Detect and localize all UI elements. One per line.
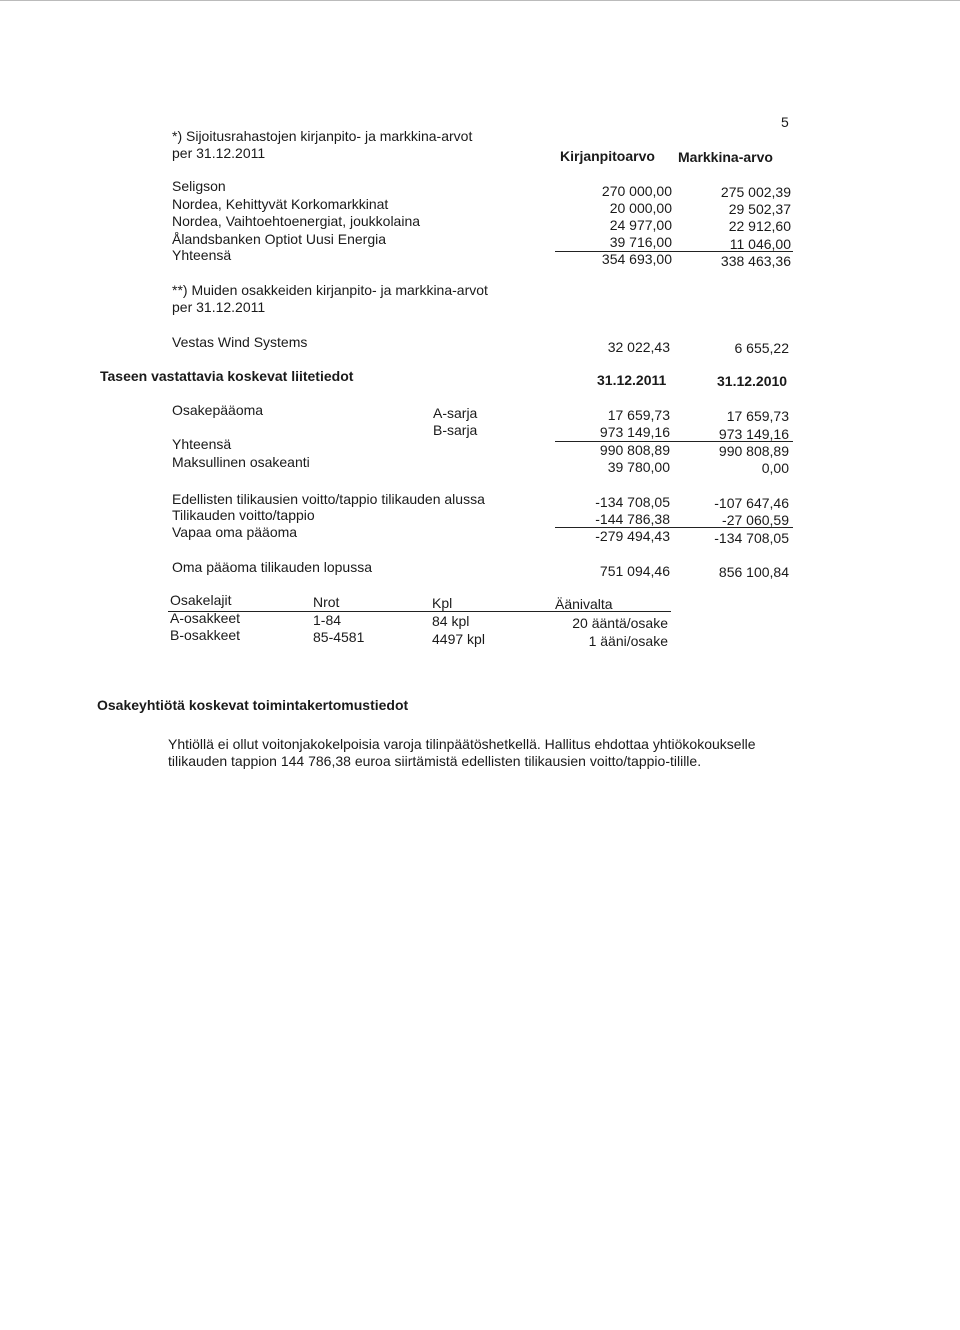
share-class-count: 84 kpl [432, 613, 470, 629]
period-result-2010: -27 060,59 [722, 512, 789, 528]
activity-text-line2: tilikauden tappion 144 786,38 euroa siirtämistä edellisten tilikausien voitto/tappio-tilille. [168, 753, 702, 769]
col-share-count: Kpl [432, 595, 453, 611]
prior-result-label: Edellisten tilikausien voitto/tappio tilikauden alussa [172, 491, 485, 507]
equity-total-2010: 990 808,89 [718, 443, 789, 459]
shares-title: **) Muiden osakkeiden kirjanpito- ja markkina-arvot [172, 282, 488, 298]
page-number: 5 [781, 114, 789, 130]
period-result-2011: -144 786,38 [595, 511, 670, 527]
equity-end-label: Oma pääoma tilikauden lopussa [172, 559, 373, 575]
col-share-votes: Äänivalta [555, 596, 613, 612]
fund-name: Seligson [172, 178, 226, 194]
fund-name: Nordea, Kehittyvät Korkomarkkinat [172, 196, 389, 212]
funds-total-book: 354 693,00 [601, 251, 672, 267]
activity-text-line1: Yhtiöllä ei ollut voitonjakokelpoisia varoja tilinpäätöshetkellä. Hallitus ehdottaa yhtiökokoukselle [168, 736, 756, 752]
prior-result-2011: -134 708,05 [595, 494, 670, 510]
fund-book-value: 270 000,00 [601, 183, 672, 199]
balance-heading: Taseen vastattavia koskevat liitetiedot [100, 368, 354, 384]
equity-total-2011: 990 808,89 [599, 442, 670, 458]
fund-name: Ålandsbanken Optiot Uusi Energia [172, 231, 387, 247]
series-a-2011: 17 659,73 [607, 407, 670, 423]
scan-edge [0, 0, 960, 1]
share-class-votes: 1 ääni/osake [588, 633, 668, 649]
col-2010: 31.12.2010 [717, 373, 788, 389]
col-market-value: Markkina-arvo [678, 149, 773, 165]
series-b-2011: 973 149,16 [599, 424, 670, 440]
period-result-label: Tilikauden voitto/tappio [172, 507, 315, 523]
prior-result-2010: -107 647,46 [714, 495, 789, 511]
funds-total-rule [555, 251, 793, 252]
activity-heading: Osakeyhtiötä koskevat toimintakertomustiedot [97, 697, 409, 713]
fund-book-value: 20 000,00 [609, 200, 672, 216]
equity-label: Osakepääoma [172, 402, 264, 418]
share-class-votes: 20 ääntä/osake [572, 615, 668, 631]
free-equity-label: Vapaa oma pääoma [172, 524, 298, 540]
funds-total-label: Yhteensä [172, 247, 232, 263]
share-class-numbers: 85-4581 [313, 629, 365, 645]
share-class-name: B-osakkeet [170, 627, 241, 643]
series-b-2010: 973 149,16 [718, 426, 789, 442]
equity-end-2011: 751 094,46 [599, 563, 670, 579]
share-book-value: 32 022,43 [607, 339, 670, 355]
share-market-value: 6 655,22 [734, 340, 789, 356]
fund-name: Nordea, Vaihtoehtoenergiat, joukkolaina [172, 213, 421, 229]
share-name: Vestas Wind Systems [172, 334, 308, 350]
col-share-numbers: Nrot [313, 594, 340, 610]
col-2011: 31.12.2011 [597, 372, 667, 388]
fund-book-value: 24 977,00 [609, 217, 672, 233]
share-class-numbers: 1-84 [313, 612, 342, 628]
share-class-count: 4497 kpl [432, 631, 485, 647]
fund-market-value: 11 046,00 [729, 236, 791, 252]
free-equity-2011: -279 494,43 [595, 528, 670, 544]
equity-total-label: Yhteensä [172, 436, 232, 452]
series-a-label: A-sarja [433, 405, 478, 421]
funds-total-market: 338 463,36 [720, 253, 791, 269]
fund-market-value: 22 912,60 [728, 218, 791, 234]
fund-book-value: 39 716,00 [609, 234, 672, 250]
equity-end-2010: 856 100,84 [718, 564, 789, 580]
free-equity-rule [555, 527, 793, 528]
fund-market-value: 29 502,37 [728, 201, 791, 217]
series-a-2010: 17 659,73 [726, 408, 789, 424]
shares-date: per 31.12.2011 [172, 299, 266, 315]
equity-total-rule [555, 441, 793, 442]
col-book-value: Kirjanpitoarvo [560, 148, 655, 164]
share-issue-label: Maksullinen osakeanti [172, 454, 310, 470]
series-b-label: B-sarja [433, 422, 478, 438]
funds-date: per 31.12.2011 [172, 145, 266, 161]
share-classes-rule [168, 611, 671, 612]
col-share-class: Osakelajit [170, 592, 232, 608]
fund-market-value: 275 002,39 [720, 184, 791, 200]
share-issue-2010: 0,00 [761, 460, 789, 476]
share-class-name: A-osakkeet [170, 610, 241, 626]
free-equity-2010: -134 708,05 [714, 530, 789, 546]
funds-title: *) Sijoitusrahastojen kirjanpito- ja markkina-arvot [172, 128, 473, 144]
share-issue-2011: 39 780,00 [607, 459, 670, 475]
